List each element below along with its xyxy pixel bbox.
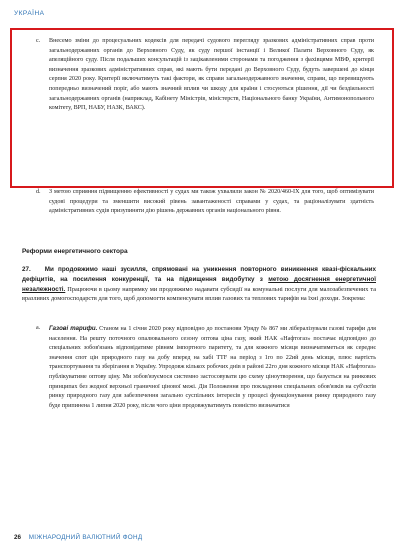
running-header: УКРАЇНА: [14, 10, 45, 17]
list-text: [49, 324, 376, 411]
list-item-a: [36, 324, 376, 411]
list-item-c: [36, 37, 374, 114]
section-heading: Реформи енергетичного сектора: [22, 248, 128, 255]
footer-organization: МІЖНАРОДНИЙ ВАЛЮТНИЙ ФОНД: [28, 534, 143, 541]
paragraph-lead-underlined: метою досягнення енергетичної незалежності.: [22, 275, 376, 293]
list-text: Внесемо зміни до процесуальних кодексів для передачі судового перегляду зразкових адміністративних справ проти загальнодержавних органів до Верховного Суду, як суду першої інстанції і Великої Палати Верховного Суду, як апеляційного суду. Після подальших консультацій із зацікавленими сторонами та погодження з фахівцями МВФ, критерії визначення зразкових адміністративних справ, які мають бути передані до Верховного Суду, будуть завершені до кінця серпня 2020 року. Критерії включатимуть такі фактори, як справи загальнодержавного значення, справи, що перевищують попередньо визначений поріг, або мають значний вплив чи шкоду для країни і стосуються рішення, дії чи бездіяльності загальнодержавних органів (наприклад, Кабінету Міністрів, міністерств, Національного банку України, Антимонопольного комітету, ВРП, НАБУ, НАЗК, ВАКС).: [49, 38, 374, 112]
list-text: З метою сприяння підвищенню ефективності у судах ми також ухвалили закон № 2020/460-IX для того, щоб оптимізувати судові процедури та зменшити високий рівень завантаженості справами у судах, та раціоналізувати здатність адміністративних судів призупиняти дію рішень державних органів національного рівня.: [49, 189, 374, 215]
list-item-d: [36, 188, 374, 217]
list-label: a.: [36, 325, 41, 331]
paragraph-number: 27.: [22, 266, 31, 273]
paragraph-body: Працюючи в цьому напрямку ми продовжимо надавати субсидії на комунальні послуги для малозабезпечених та вразливих домогосподарств для того, щоб допомогти компенсувати вплив газових та теплових тарифів на їхні доходи. Зокрема:: [22, 285, 376, 303]
page-footer: [14, 534, 142, 541]
item-body: Станом на 1 січня 2020 року відповідно до постанови Уряду № 867 ми лібералізували газові тарифи для населення. На решту поточного опалювального сезону оптова ціна газу, який НАК «Нафтогаз» постачає відповідно до спеціальних зобов'язань відповідатиме рівням імпортного паритету, та для кожного місяця визначатиметься як середнє значення спот цін природного газу на добу вперед на хабі TTF на період з 1го по 22ий день місяця, плюс вартість транспортування та зберігання в Україну. Упродовж кількох робочих днів в районі 22го дня кожного місяця НАК «Нафтогаз» публікуватиме оптову ціну. Ми зобов'язуємося системно застосовувати цю схему ціноутворення, що базується на ринкових принципах без жодної верхньої граничної цінової межі. Дія Положення про покладення спеціальних обов'язків на суб'єктів ринку природного газу для забезпечення загально суспільних інтересів у процесі функціонування ринку природного газу буде припинена 1 липня 2020 року, після чого ціни продовжуватимуть повністю визначатися: [49, 326, 376, 409]
paragraph-27: [22, 265, 376, 304]
list-label: c.: [36, 38, 41, 44]
list-label: d.: [36, 189, 41, 195]
page-number: 26: [14, 534, 22, 541]
paragraph-lead: Ми продовжимо наші зусилля, спрямовані на уникнення повторного виникнення квазі-фіскальних дефіцитів, на посилення конкуренції, та на підвищення видобутку з: [22, 266, 376, 283]
item-term: Газові тарифи.: [49, 325, 98, 332]
